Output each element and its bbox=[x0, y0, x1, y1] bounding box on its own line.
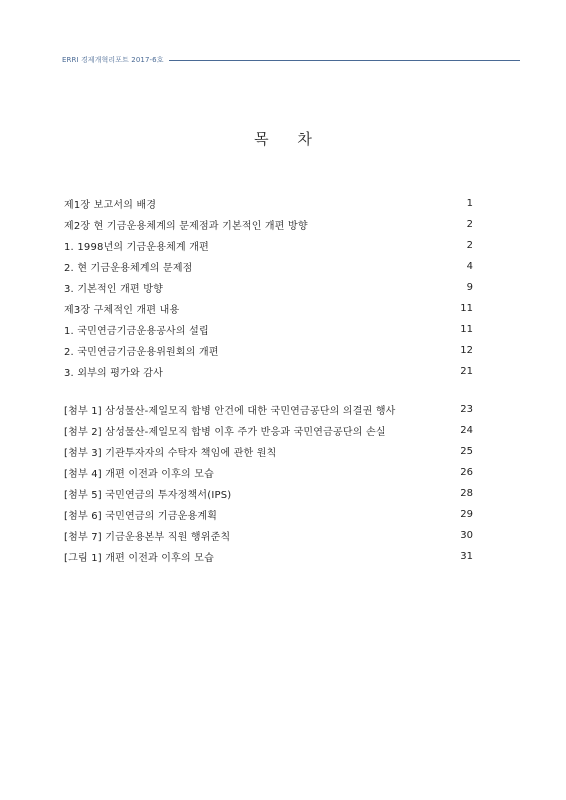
toc-entry-label: [그림 1] 개편 이전과 이후의 모습 bbox=[64, 553, 214, 564]
toc-entry bbox=[64, 483, 473, 504]
toc-entry-page-number: 24 bbox=[460, 425, 473, 436]
toc-entry-label: 제3장 구체적인 개편 내용 bbox=[64, 305, 180, 316]
toc-entry bbox=[64, 420, 473, 441]
toc-entry bbox=[64, 441, 473, 462]
page-title: 목 차 bbox=[254, 130, 324, 148]
toc-entry bbox=[64, 361, 473, 382]
toc-entry bbox=[64, 504, 473, 525]
toc-entry-page-number: 12 bbox=[460, 345, 473, 356]
toc-entry-page-number: 29 bbox=[460, 509, 473, 520]
toc-entry-page-number: 25 bbox=[460, 446, 473, 457]
toc-entry-label: [첨부 4] 개편 이전과 이후의 모습 bbox=[64, 469, 214, 480]
toc-main-section bbox=[64, 193, 473, 382]
toc-entry-label: [첨부 3] 기관투자자의 수탁자 책임에 관한 원칙 bbox=[64, 448, 277, 459]
toc-entry-page-number: 11 bbox=[460, 324, 473, 335]
toc-entry bbox=[64, 399, 473, 420]
toc-entry bbox=[64, 546, 473, 567]
toc-entry-page-number: 23 bbox=[460, 404, 473, 415]
toc-entry-label: 제2장 현 기금운용체계의 문제점과 기본적인 개편 방향 bbox=[64, 221, 308, 232]
toc-entry bbox=[64, 277, 473, 298]
toc-entry-page-number: 4 bbox=[466, 261, 473, 272]
toc-entry bbox=[64, 193, 473, 214]
toc-entry bbox=[64, 298, 473, 319]
toc-entry-label: [첨부 7] 기금운용본부 직원 행위준칙 bbox=[64, 532, 231, 543]
toc-entry-page-number: 21 bbox=[460, 366, 473, 377]
toc-appendix-section bbox=[64, 399, 473, 567]
toc-entry-page-number: 28 bbox=[460, 488, 473, 499]
toc-entry-label: [첨부 2] 삼성물산-제일모직 합병 이후 주가 반응과 국민연금공단의 손실 bbox=[64, 427, 386, 438]
toc-entry-label: 1. 국민연금기금운용공사의 설립 bbox=[64, 326, 209, 337]
toc-entry-label: 제1장 보고서의 배경 bbox=[64, 200, 157, 211]
page-header bbox=[62, 54, 520, 66]
toc-entry-label: [첨부 5] 국민연금의 투자정책서(IPS) bbox=[64, 490, 232, 501]
toc-entry-label: 2. 국민연금기금운용위원회의 개편 bbox=[64, 347, 219, 358]
toc-entry-page-number: 11 bbox=[460, 303, 473, 314]
toc-entry-page-number: 1 bbox=[466, 198, 473, 209]
header-text: ERRI 경제개혁리포트 2017-6호 bbox=[62, 56, 164, 64]
toc-entry bbox=[64, 256, 473, 277]
toc-entry-page-number: 9 bbox=[466, 282, 473, 293]
toc-entry bbox=[64, 235, 473, 256]
toc-entry-page-number: 31 bbox=[460, 551, 473, 562]
toc-entry-page-number: 2 bbox=[466, 219, 473, 230]
toc-entry bbox=[64, 525, 473, 546]
toc-entry-label: [첨부 6] 국민연금의 기금운용계획 bbox=[64, 511, 218, 522]
toc-entry-page-number: 26 bbox=[460, 467, 473, 478]
table-of-contents bbox=[64, 193, 473, 567]
toc-entry bbox=[64, 319, 473, 340]
header-rule bbox=[169, 60, 520, 61]
toc-entry bbox=[64, 462, 473, 483]
toc-entry-label: 3. 기본적인 개편 방향 bbox=[64, 284, 163, 295]
toc-entry-label: [첨부 1] 삼성물산-제일모직 합병 안건에 대한 국민연금공단의 의결권 행사 bbox=[64, 406, 396, 417]
toc-entry-page-number: 2 bbox=[466, 240, 473, 251]
toc-entry-label: 2. 현 기금운용체계의 문제점 bbox=[64, 263, 193, 274]
toc-entry-page-number: 30 bbox=[460, 530, 473, 541]
toc-entry bbox=[64, 214, 473, 235]
toc-entry bbox=[64, 340, 473, 361]
toc-entry-label: 3. 외부의 평가와 감사 bbox=[64, 368, 163, 379]
toc-entry-label: 1. 1998년의 기금운용체계 개편 bbox=[64, 242, 209, 253]
